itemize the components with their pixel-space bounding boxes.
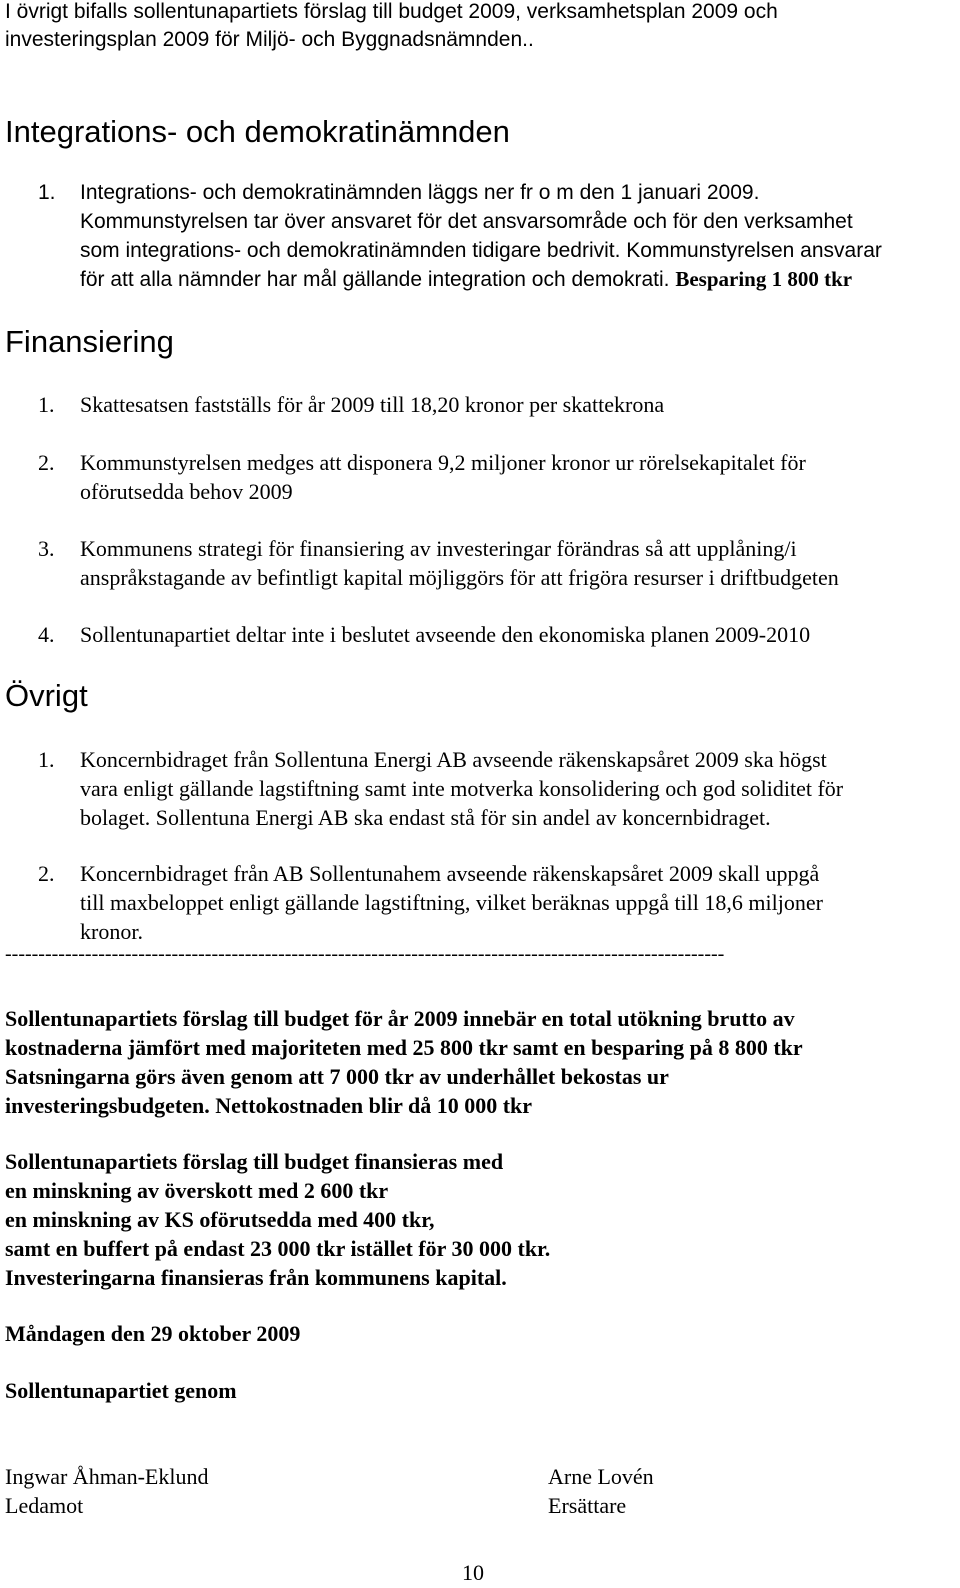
- list-item-line: [80, 265, 953, 294]
- financing-line: en minskning av överskott med 2 600 tkr: [5, 1178, 389, 1203]
- list-item-line: Skattesatsen fastställs för år 2009 till 18,20 kronor per skattekrona: [80, 392, 665, 417]
- section-heading-ovrigt: Övrigt: [5, 678, 88, 713]
- list-item-line: Koncernbidraget från Sollentuna Energi AB avseende räkenskapsåret 2009 ska högst: [80, 747, 827, 772]
- intro-paragraph: [5, 0, 778, 54]
- summary-line: Sollentunapartiets förslag till budget för år 2009 innebär en total utökning brutto av: [5, 1006, 795, 1031]
- list-item-line: vara enligt gällande lagstiftning samt inte motverka konsolidering och god soliditet för: [80, 776, 844, 801]
- list-item-line: Kommunens strategi för finansiering av investeringar förändras så att upplåning/i: [80, 536, 797, 561]
- list-item-line: kronor.: [80, 919, 143, 944]
- signatory-name: Arne Lovén: [548, 1464, 654, 1489]
- date-line: Måndagen den 29 oktober 2009: [5, 1321, 301, 1346]
- list-item-number: 3.: [38, 536, 55, 561]
- signatory: [5, 1462, 208, 1520]
- list-item-line: Kommunstyrelsen medges att disponera 9,2 miljoner kronor ur rörelsekapitalet för: [80, 450, 806, 475]
- list-item-number: 4.: [38, 622, 55, 647]
- list-item-number: 2.: [38, 450, 55, 475]
- financing-line: Investeringarna finansieras från kommunens kapital.: [5, 1265, 507, 1290]
- section-heading-finansiering: Finansiering: [5, 324, 174, 359]
- list-item-line: bolaget. Sollentuna Energi AB ska endast stå för sin andel av koncernbidraget.: [80, 805, 771, 830]
- list-item: [38, 859, 953, 946]
- dashed-separator: ------------------------------------------------------------------------------------------------------------: [5, 943, 725, 965]
- list-item-line: Sollentunapartiet deltar inte i beslutet avseende den ekonomiska planen 2009-2010: [80, 622, 811, 647]
- summary-line: kostnaderna jämfört med majoriteten med 25 800 tkr samt en besparing på 8 800 tkr: [5, 1035, 803, 1060]
- savings-amount: Besparing 1 800 tkr: [675, 267, 853, 291]
- financing-line: samt en buffert på endast 23 000 tkr istället för 30 000 tkr.: [5, 1236, 551, 1261]
- financing-line: Sollentunapartiets förslag till budget finansieras med: [5, 1149, 504, 1174]
- list-item-line: Integrations- och demokratinämnden läggs ner fr o m den 1 januari 2009.: [80, 181, 760, 204]
- summary-paragraph: [5, 1004, 950, 1120]
- list-item-line: anspråkstagande av befintligt kapital möjliggörs för att frigöra resurser i driftbudgeten: [80, 565, 839, 590]
- list-item-text: för att alla nämnder har mål gällande integration och demokrati.: [80, 268, 670, 291]
- financing-paragraph: [5, 1147, 950, 1292]
- signatory-role: Ersättare: [548, 1493, 627, 1518]
- list-item-line: oförutsedda behov 2009: [80, 479, 293, 504]
- financing-line: en minskning av KS oförutsedda med 400 tkr,: [5, 1207, 435, 1232]
- list-item-number: 1.: [38, 181, 56, 204]
- list-item: [38, 178, 953, 294]
- list-item-line: Koncernbidraget från AB Sollentunahem avseende räkenskapsåret 2009 skall uppgå: [80, 861, 820, 886]
- summary-line: investeringsbudgeten. Nettokostnaden blir då 10 000 tkr: [5, 1093, 533, 1118]
- list-item-line: som integrations- och demokratinämnden tidigare bedrivit. Kommunstyrelsen ansvarar: [80, 239, 882, 262]
- list-item: [38, 448, 953, 506]
- section-heading-integration: Integrations- och demokratinämnden: [5, 114, 510, 149]
- list-item-number: 2.: [38, 861, 55, 886]
- intro-line: investeringsplan 2009 för Miljö- och Byggnadsnämnden..: [5, 28, 534, 51]
- list-item-number: 1.: [38, 392, 55, 417]
- summary-line: Satsningarna görs även genom att 7 000 tkr av underhållet bekostas ur: [5, 1064, 669, 1089]
- page-number: 10: [462, 1560, 484, 1585]
- list-item-number: 1.: [38, 747, 55, 772]
- signatory-role: Ledamot: [5, 1493, 84, 1518]
- list-item-line: till maxbeloppet enligt gällande lagstiftning, vilket beräknas uppgå till 18,6 miljoner: [80, 890, 823, 915]
- list-item-line: Kommunstyrelsen tar över ansvaret för det ansvarsområde och för den verksamhet: [80, 210, 853, 233]
- signed-by-line: Sollentunapartiet genom: [5, 1378, 237, 1403]
- list-item: [38, 534, 953, 592]
- list-item: [38, 390, 953, 419]
- list-item: [38, 745, 953, 832]
- list-item: [38, 620, 953, 649]
- signatory: [548, 1462, 654, 1520]
- intro-line: I övrigt bifalls sollentunapartiets förslag till budget 2009, verksamhetsplan 2009 och: [5, 0, 778, 23]
- signatory-name: Ingwar Åhman-Eklund: [5, 1464, 209, 1489]
